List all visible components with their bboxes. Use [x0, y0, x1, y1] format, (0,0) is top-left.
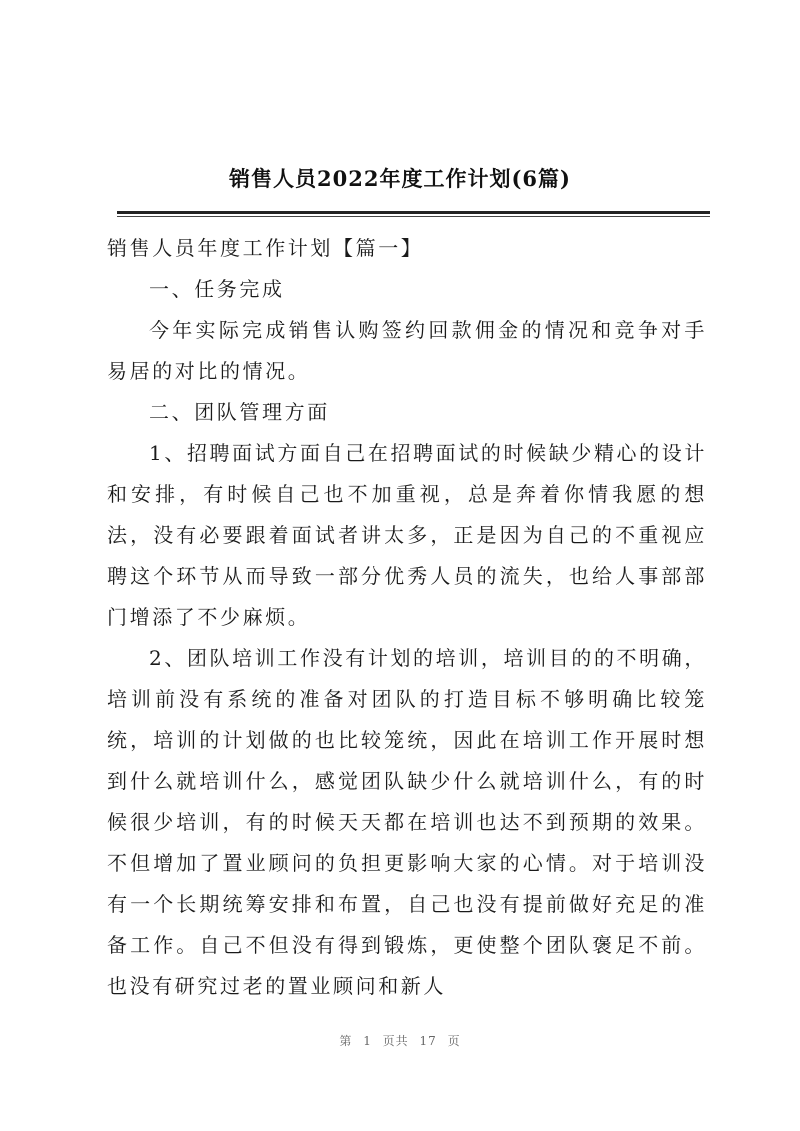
title-rule-thick — [117, 211, 710, 214]
paragraph: 1、招聘面试方面自己在招聘面试的时候缺少精心的设计和安排，有时候自己也不加重视，总是奔着你情我愿的想法，没有必要跟着面试者讲太多，正是因为自己的不重视应聘这个环节从而导致一部分优秀人员的流失，也给人事部部门增添了不少麻烦。 — [107, 441, 707, 629]
paragraph: 今年实际完成销售认购签约回款佣金的情况和竞争对手易居的对比的情况。 — [107, 318, 707, 383]
paragraph: 2、团队培训工作没有计划的培训，培训目的的不明确，培训前没有系统的准备对团队的打造目标不够明确比较笼统，培训的计划做的也比较笼统，因此在培训工作开展时想到什么就培训什么，感觉团队缺少什么就培训什么，有的时候很少培训，有的时候天天都在培训也达不到预期的效果。不但增加了置业顾问的负担更影响大家的心情。对于培训没有一个长期统筹安排和布置，自己也没有提前做好充足的准备工作。自己不但没有得到锻炼，更使整个团队褒足不前。也没有研究过老的置业顾问和新人 — [107, 646, 707, 998]
title-rule-thin — [117, 216, 710, 217]
document-body — [107, 228, 707, 1007]
page-footer: 第 1 页共 17 页 — [339, 1034, 461, 1048]
paragraph-heading-2: 二、团队管理方面 — [149, 400, 330, 424]
paragraph-heading-1: 一、任务完成 — [149, 277, 285, 301]
document-title: 销售人员2022年度工作计划(6篇) — [229, 166, 571, 191]
section-heading: 销售人员年度工作计划【篇一】 — [107, 236, 424, 260]
